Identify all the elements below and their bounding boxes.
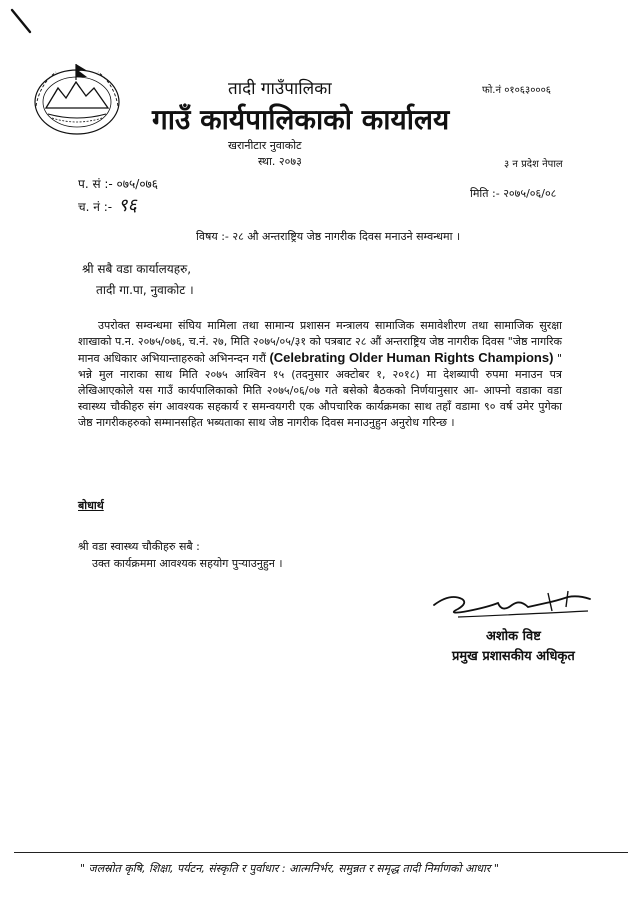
footer-slogan: " जलस्रोत कृषि, शिक्षा, पर्यटन, संस्कृति र पुर्वाधार : आत्मनिर्भर, समुन्नत र समृद्ध तादी निर्माणको आधार " xyxy=(80,862,499,875)
office-address: खरानीटार नुवाकोट xyxy=(228,139,302,152)
footer-divider xyxy=(14,852,628,853)
province-label: ३ न प्रदेश नेपाल xyxy=(504,159,563,170)
cc-line-1: श्री वडा स्वास्थ्य चौकीहरु सबै : xyxy=(78,540,200,553)
government-emblem-logo xyxy=(30,58,125,138)
office-title: गाउँ कार्यपालिकाको कार्यालय xyxy=(152,103,450,136)
addressee-line-2: तादी गा.पा, नुवाकोट । xyxy=(96,283,194,297)
letter-cn-number xyxy=(78,193,137,217)
handwritten-signature xyxy=(428,585,598,625)
body-text-part-1: उपरोक्त सम्वन्धमा संघिय मामिला तथा सामान्य प्रशासन मन्त्रालय सामाजिक समावेशीरण तथा सामाजिक सुरक्षा शाखाको प.न. २०७५/०७६, च.नं. २७, मिति २०७५/०५/३१ को पत्रबाट २८ औं अन्तराष्ट्रिय जेष्ठ नागरीक दिवस "जेष्ठ नागरिक मानव अधिकार अभियान्ताहरुको अभिनन्दन गरौं xyxy=(78,319,562,365)
cc-heading: बोधार्थ xyxy=(78,499,104,512)
phone-number: फो.नं ०१०६३०००६ xyxy=(482,85,552,96)
corner-pen-mark xyxy=(8,6,36,36)
cn-label: च. नं :- xyxy=(78,200,113,214)
municipality-name: तादी गाउँपालिका xyxy=(228,79,332,99)
letter-subject: विषय :- २८ औ अन्तराष्ट्रिय जेष्ठ नागरीक दिवस मनाउने सम्वन्धमा । xyxy=(196,230,461,243)
signatory-name: अशोक विष्ट xyxy=(486,629,541,644)
signatory-designation: प्रमुख प्रशासकीय अधिकृत xyxy=(452,649,575,664)
established-year: स्था. २०७३ xyxy=(258,155,302,168)
letter-date: मिति :- २०७५/०६/०८ xyxy=(470,187,557,200)
letter-body xyxy=(78,318,562,431)
cn-handwritten-number: ९६ xyxy=(118,195,137,216)
letter-ps-number: प. सं :- ०७५/०७६ xyxy=(78,177,159,191)
addressee-line-1: श्री सबै वडा कार्यालयहरु, xyxy=(82,262,192,276)
cc-line-2: उक्त कार्यक्रममा आवश्यक सहयोग पुऱ्याउनुहुन । xyxy=(92,557,283,570)
body-emphasis-slogan: (Celebrating Older Human Rights Champions) xyxy=(269,350,554,365)
body-text-part-2: " भन्ने मुल नाराका साथ मिति २०७५ आश्विन १५ (तदनुसार अक्टोबर १, २०१८) मा देशब्यापी रुपमा मनाउन पत्र लेखिआएकोले यस गाउँ कार्यपालिकाको मिति २०७५/०६/०७ गते बसेको बैठकको निर्णयानुसार आ- आफ्नो वडाका वडा स्वास्थ्य चौकीहरु संग आवश्यक सहकार्य र समन्वयगरी एक औपचारिक कार्यक्रमका साथ तहाँ वडामा ९० वर्ष उमेर पुगेका जेष्ठ नागरीकहरुको सम्मानसहित भब्यताका साथ जेष्ठ नागरीक दिवस मनाउनुहुन अनुरोध गरिन्छ । xyxy=(78,352,562,429)
